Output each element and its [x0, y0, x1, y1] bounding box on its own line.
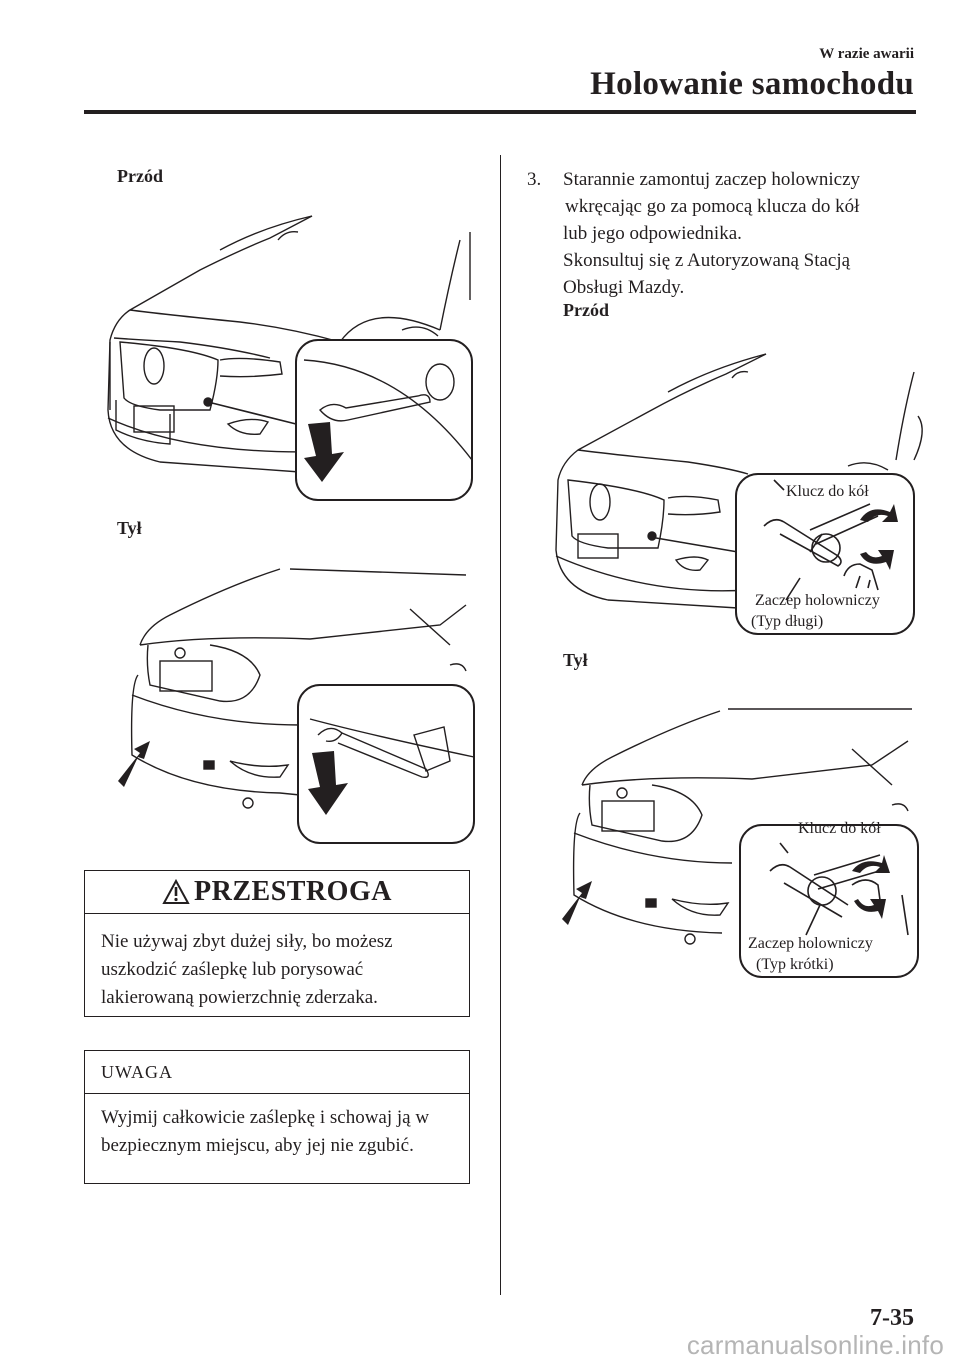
caution-box — [84, 870, 470, 1017]
step-line: Obsługi Mazdy. — [563, 277, 685, 298]
caution-text: Nie używaj zbyt dużej siły, bo możesz uszkodzić zaślepkę lub porysować lakierowaną powierzchnię zderzaka. — [101, 931, 393, 1008]
right-rear-label: Tył — [563, 650, 588, 670]
front-wrench-callout: Klucz do kół — [786, 483, 869, 500]
rear-hook-callout: Zaczep holowniczy — [748, 935, 873, 952]
rear-car-illustration — [110, 565, 480, 850]
rear-wrench-callout: Klucz do kół — [798, 820, 881, 837]
front-label: Przód — [117, 166, 163, 186]
front-hook-type: (Typ długi) — [751, 613, 824, 630]
warning-triangle-icon — [162, 879, 190, 905]
front-car-illustration — [100, 210, 480, 510]
step-number: 3. — [527, 169, 542, 190]
rear-arrow-icon — [118, 741, 150, 787]
rear-tow-hook-illustration — [552, 705, 924, 985]
note-text: Wyjmij całkowicie zaślepkę i schowaj ją w bezpiecznym miejscu, aby jej nie zgubić. — [101, 1107, 430, 1156]
rear-hook-type: (Typ krótki) — [756, 956, 834, 973]
column-divider — [500, 155, 501, 1295]
front-hook-callout: Zaczep holowniczy — [755, 592, 880, 609]
caution-heading: PRZESTROGA — [194, 876, 392, 907]
rear-label: Tył — [117, 518, 142, 538]
header-rule — [84, 110, 916, 114]
step-line: Skonsultuj się z Autoryzowaną Stacją — [563, 250, 851, 271]
section-title: W razie awarii — [819, 46, 914, 62]
page-title: Holowanie samochodu — [590, 66, 914, 102]
note-box — [84, 1050, 470, 1184]
step-line: Starannie zamontuj zaczep holowniczy — [563, 169, 861, 190]
caution-header — [85, 871, 469, 914]
note-heading: UWAGA — [85, 1051, 469, 1094]
step-line: lub jego odpowiednika. — [563, 223, 742, 244]
step-line: wkręcając go za pomocą klucza do kół — [565, 196, 860, 217]
front-tow-hook-illustration — [548, 350, 920, 640]
page-number: 7-35 — [870, 1305, 914, 1331]
right-front-label: Przód — [563, 300, 609, 320]
watermark-link[interactable]: carmanualsonline.info — [686, 1330, 944, 1360]
step-text — [563, 166, 923, 301]
